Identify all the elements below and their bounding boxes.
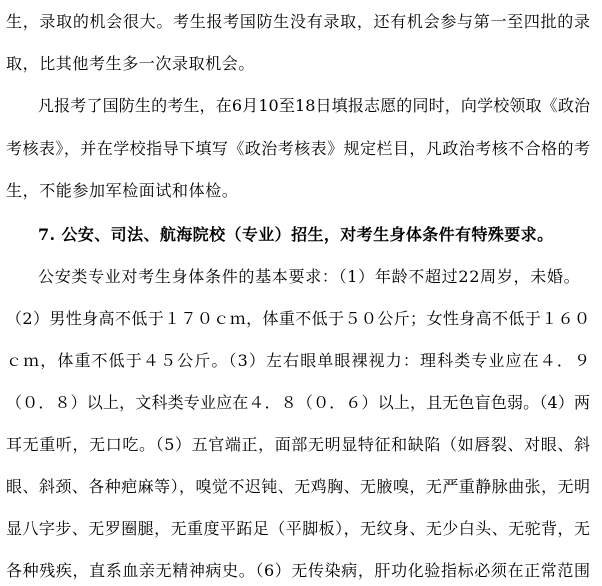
- text-line: 生，不能参加军检面试和体检。: [6, 181, 239, 200]
- text-line: （2）男性身高不低于１７０ｃｍ，体重不低于５０公斤；女性身高不低于１６０: [6, 309, 590, 328]
- text-line: （０．８）以上，文科类专业应在４．８（０．６）以上，且无色盲色弱。（4）两: [6, 393, 590, 412]
- text-line: 取，比其他考生多一次录取机会。: [6, 54, 256, 73]
- section-heading: 7. 公安、司法、航海院校（专业）招生，对考生身体条件有特殊要求。: [38, 225, 554, 244]
- text-line: 显八字步、无罗圈腿，无重度平跖足（平脚板），无纹身、无少白头、无驼背，无: [6, 519, 590, 538]
- text-line: 公安类专业对考生身体条件的基本要求：（1）年龄不超过22周岁，未婚。: [38, 267, 581, 286]
- text-line: 生，录取的机会很大。考生报考国防生没有录取，还有机会参与第一至四批的录: [6, 12, 590, 31]
- text-line: 各种残疾，直系血亲无精神病史。（6）无传染病，肝功化验指标必须在正常范围: [6, 561, 590, 580]
- text-line: ｃｍ，体重不低于４５公斤。（3）左右眼单眼裸视力：理科类专业应在４．９: [6, 351, 590, 370]
- text-line: 凡报考了国防生的考生，在6月10至18日填报志愿的同时，向学校领取《政治: [38, 96, 590, 115]
- text-line: 考核表》，并在学校指导下填写《政治考核表》规定栏目，凡政治考核不合格的考: [6, 139, 590, 158]
- text-line: 眼、斜颈、各种疤麻等），嗅觉不迟钝、无鸡胸、无腋嗅，无严重静脉曲张，无明: [6, 477, 590, 496]
- text-line: 耳无重听，无口吃。（5）五官端正，面部无明显特征和缺陷（如唇裂、对眼、斜: [6, 435, 590, 454]
